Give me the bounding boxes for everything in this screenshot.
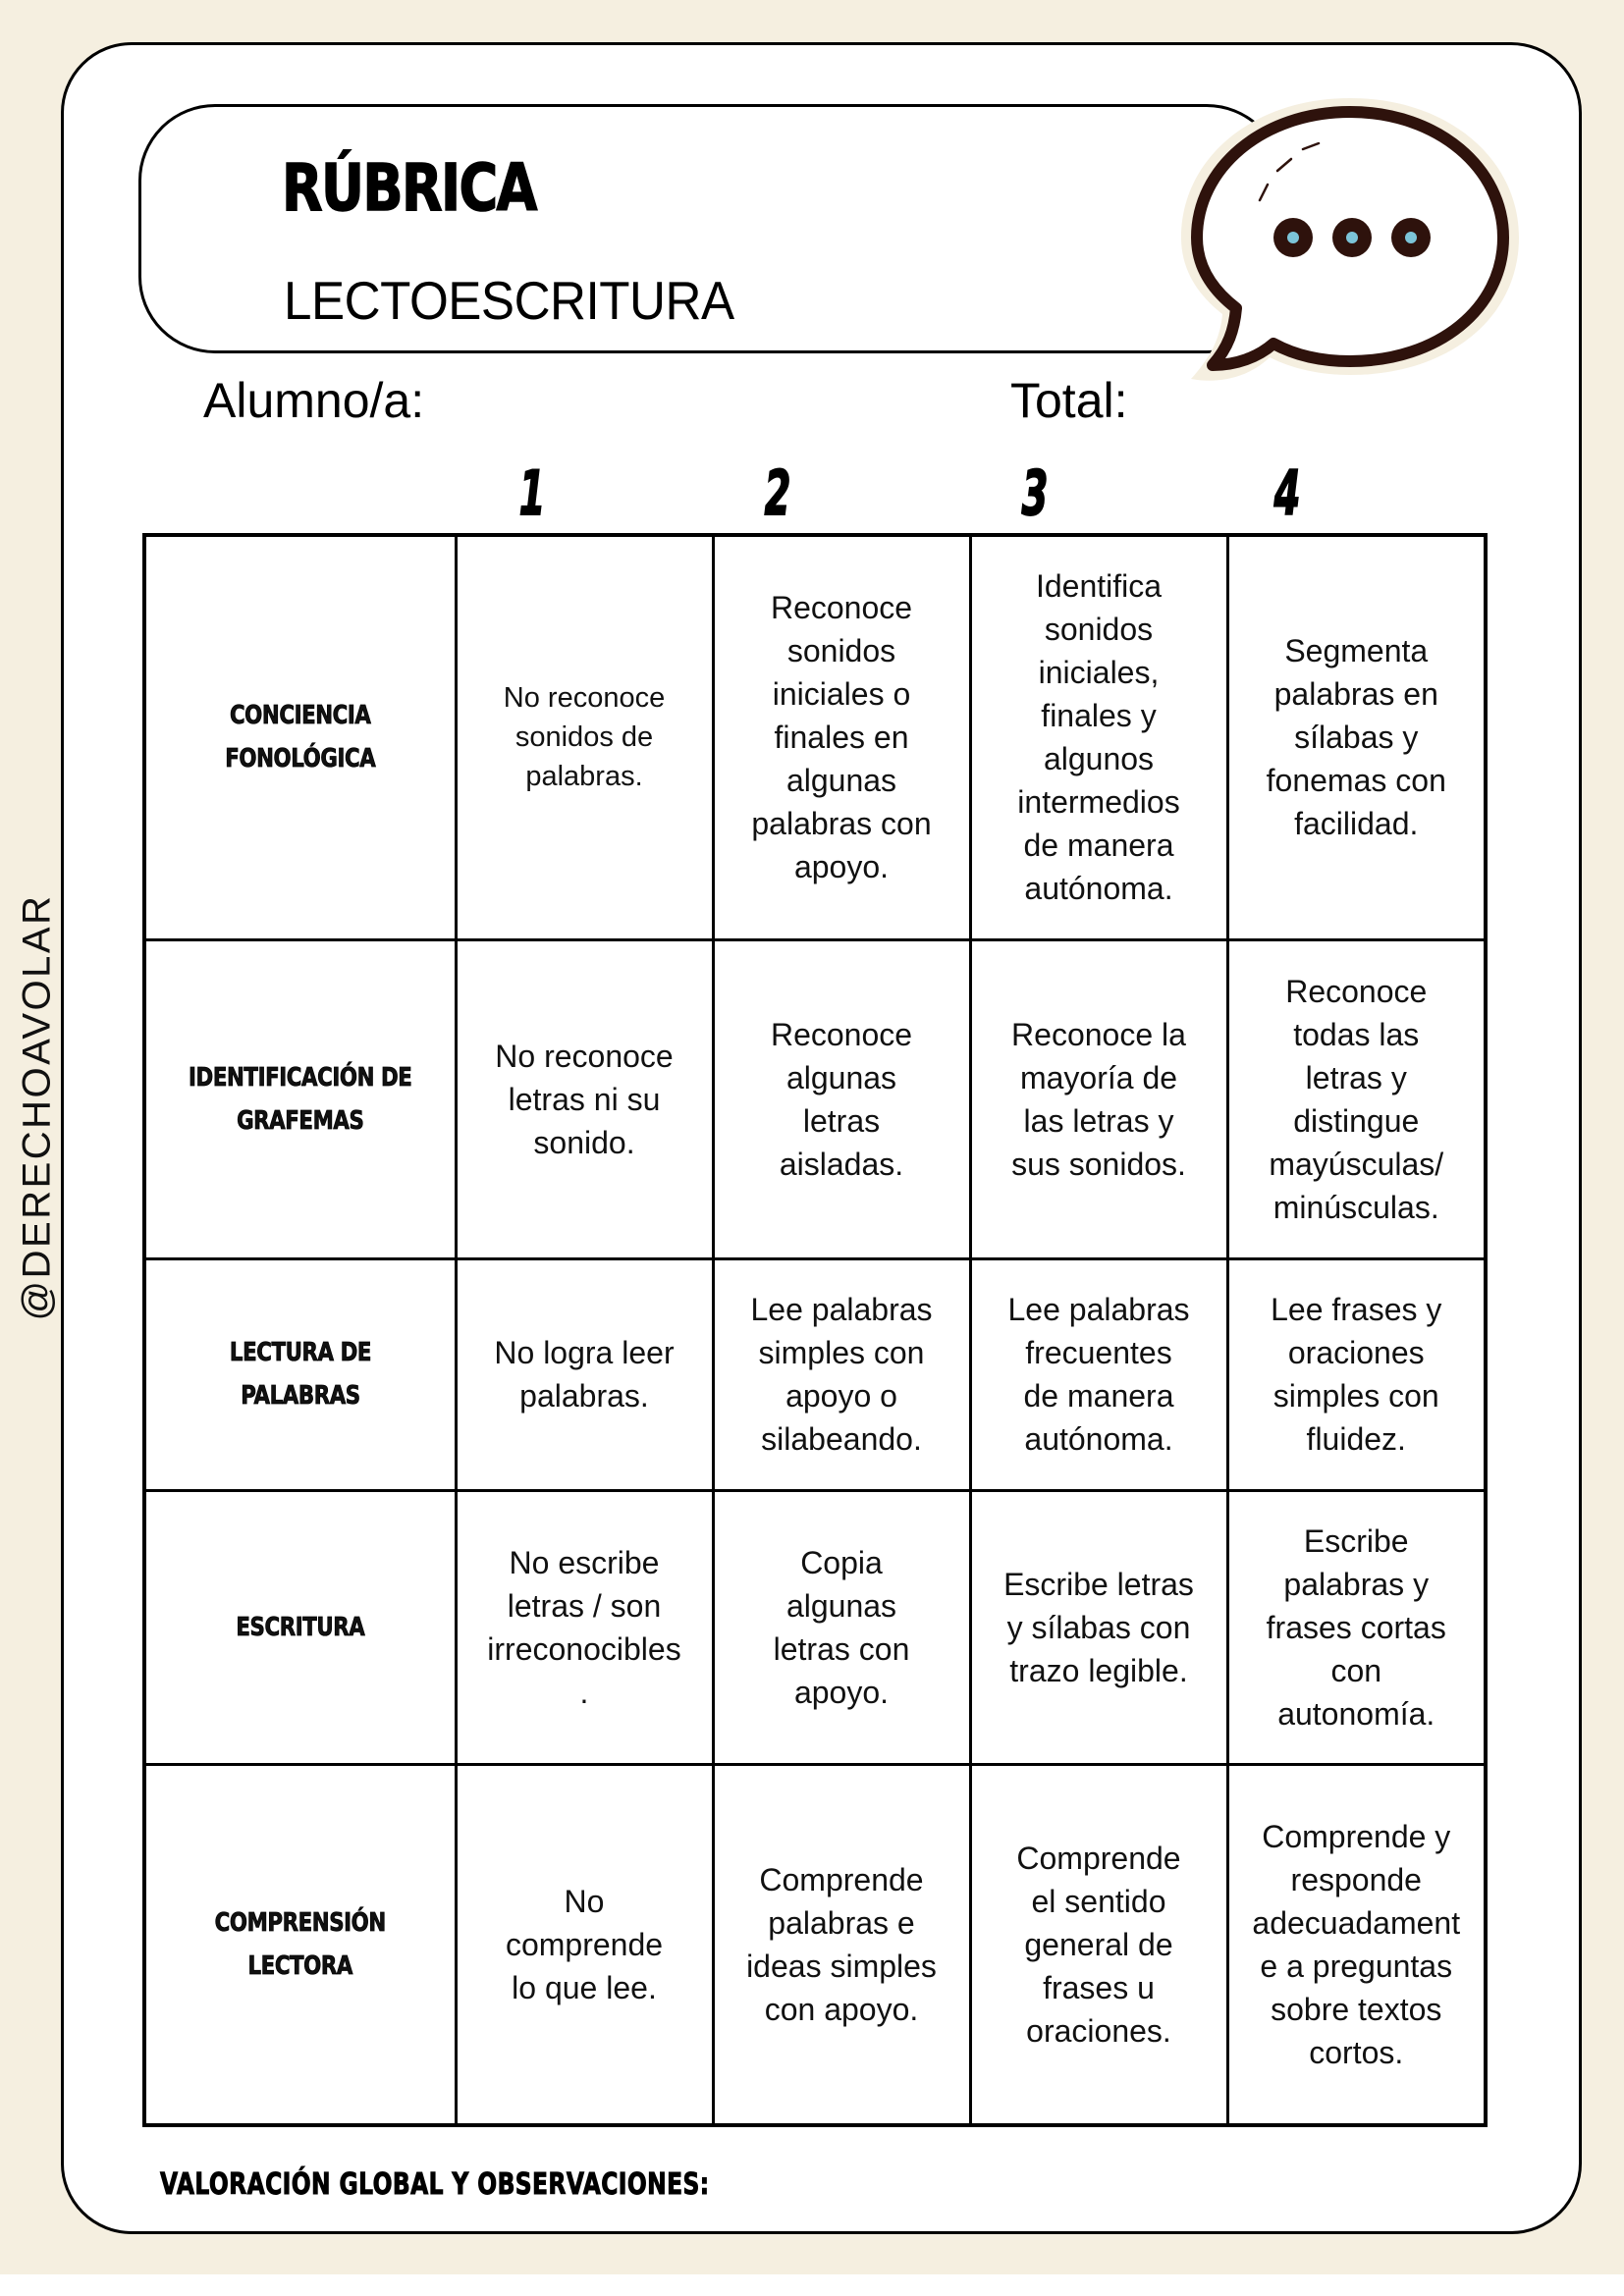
descriptor-text: No reconoce sonidos de palabras. (503, 682, 666, 793)
global-assessment-label: VALORACIÓN GLOBAL Y OBSERVACIONES: (160, 2167, 710, 2202)
page-subtitle: LECTOESCRITURA (284, 270, 734, 331)
dot-3-center (1405, 232, 1417, 243)
descriptor-cell (970, 535, 1227, 939)
criterion-cell (144, 1258, 456, 1490)
descriptor-cell (456, 535, 713, 939)
descriptor-cell (1227, 1258, 1486, 1490)
total-score-label: Total: (1010, 373, 1128, 428)
descriptor-text: Lee palabras frecuentes de manera autónoma. (1007, 1292, 1190, 1457)
level-header-4: 4 (1273, 457, 1301, 529)
page-title: RÚBRICA (282, 150, 536, 226)
descriptor-cell (713, 1258, 970, 1490)
descriptor-text: No escribe letras / son irreconocibles. (487, 1544, 681, 1710)
descriptor-text: No comprende lo que lee. (505, 1883, 664, 2005)
ellipsis-dots (1273, 218, 1431, 257)
descriptor-cell (970, 939, 1227, 1258)
descriptor-cell (970, 1764, 1227, 2125)
descriptor-cell (1227, 535, 1486, 939)
descriptor-text: Reconoce sonidos iniciales o finales en algunas palabras con apoyo. (751, 590, 932, 885)
descriptor-cell (456, 1490, 713, 1764)
descriptor-text: Segmenta palabras en sílabas y fonemas con facilidad. (1266, 633, 1446, 842)
descriptor-text: Comprende el sentido general de frases u oraciones. (1016, 1840, 1181, 2049)
table-row (144, 939, 1486, 1258)
descriptor-cell (456, 1764, 713, 2125)
descriptor-cell (1227, 939, 1486, 1258)
descriptor-text: Identifica sonidos iniciales, finales y algunos intermedios de manera autónoma. (1017, 568, 1180, 907)
criterion-label: CONCIENCIA FONOLÓGICA (225, 701, 376, 774)
rubric-table (142, 533, 1488, 2127)
criterion-label: LECTURA DE PALABRAS (229, 1338, 371, 1411)
descriptor-text: Comprende y responde adecuadamente a preguntas sobre textos cortos. (1252, 1818, 1461, 2070)
criterion-cell (144, 1490, 456, 1764)
descriptor-text: Copia algunas letras con apoyo. (773, 1544, 910, 1710)
descriptor-cell (713, 939, 970, 1258)
descriptor-text: No reconoce letras ni su sonido. (495, 1038, 674, 1160)
dot-2-center (1346, 232, 1358, 243)
descriptor-cell (713, 1764, 970, 2125)
student-name-label: Alumno/a: (203, 373, 425, 428)
criterion-cell (144, 939, 456, 1258)
descriptor-text: Reconoce la mayoría de las letras y sus sonidos. (1011, 1016, 1186, 1182)
criterion-cell (144, 1764, 456, 2125)
descriptor-cell (1227, 1764, 1486, 2125)
criterion-cell (144, 535, 456, 939)
level-header-1: 1 (518, 457, 546, 529)
descriptor-cell (970, 1258, 1227, 1490)
descriptor-cell (456, 1258, 713, 1490)
descriptor-cell (970, 1490, 1227, 1764)
descriptor-cell (713, 535, 970, 939)
speech-bubble-ellipsis-icon (1173, 90, 1527, 385)
watermark: @DERECHOAVOLAR (15, 893, 59, 1321)
criterion-label: ESCRITURA (236, 1612, 365, 1642)
descriptor-text: No logra leer palabras. (494, 1335, 675, 1414)
table-row (144, 1490, 1486, 1764)
descriptor-text: Reconoce algunas letras aisladas. (770, 1016, 913, 1182)
dot-1-center (1287, 232, 1299, 243)
descriptor-text: Escribe letras y sílabas con trazo legible. (1003, 1566, 1194, 1688)
table-row (144, 535, 1486, 939)
criterion-label: IDENTIFICACIÓN DE GRAFEMAS (189, 1062, 412, 1136)
table-row (144, 1258, 1486, 1490)
level-header-2: 2 (764, 457, 791, 529)
descriptor-text: Escribe palabras y frases cortas con autonomía. (1266, 1522, 1446, 1732)
criterion-label: COMPRENSIÓN LECTORA (214, 1907, 386, 1981)
descriptor-text: Lee frases y oraciones simples con fluidez. (1271, 1292, 1442, 1457)
table-row (144, 1764, 1486, 2125)
descriptor-text: Comprende palabras e ideas simples con apoyo. (746, 1861, 937, 2027)
descriptor-cell (456, 939, 713, 1258)
descriptor-cell (1227, 1490, 1486, 1764)
level-header-3: 3 (1021, 457, 1049, 529)
descriptor-text: Lee palabras simples con apoyo o silabeando. (750, 1292, 933, 1457)
descriptor-text: Reconoce todas las letras y distingue mayúsculas/ minúsculas. (1269, 973, 1444, 1225)
descriptor-cell (713, 1490, 970, 1764)
